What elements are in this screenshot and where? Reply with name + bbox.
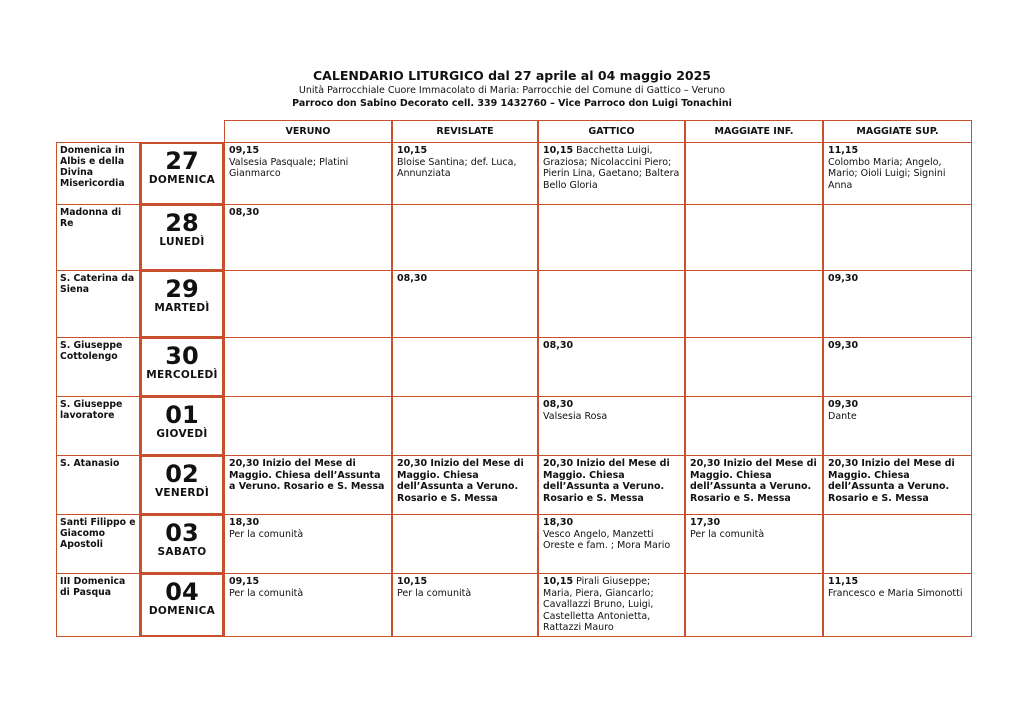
mass-time: 11,15	[828, 145, 859, 156]
mass-intentions: Bloise Santina; def. Luca, Annunziata	[397, 156, 517, 180]
column-header-gattico: GATTICO	[538, 120, 685, 143]
day-number: 28	[165, 209, 199, 237]
mass-cell	[823, 514, 972, 574]
mass-cell	[224, 455, 392, 515]
mass-cell	[392, 270, 538, 338]
weekday-name: SABATO	[157, 546, 207, 558]
mass-cell	[538, 337, 685, 397]
mass-cell	[392, 142, 538, 205]
weekday-name: VENERDÌ	[154, 487, 210, 499]
mass-cell	[685, 142, 823, 205]
weekday-name: MARTEDÌ	[154, 302, 210, 314]
column-header-revislate: REVISLATE	[392, 120, 538, 143]
mass-cell	[392, 514, 538, 574]
mass-time: 20,30 Inizio del Mese di Maggio. Chiesa dell’Assunta a Veruno. Rosario e S. Messa	[690, 458, 817, 504]
mass-cell	[224, 270, 392, 338]
mass-cell	[823, 396, 972, 456]
column-header-maggiate-inf: MAGGIATE INF.	[685, 120, 823, 143]
column-header-maggiate-sup: MAGGIATE SUP.	[823, 120, 972, 143]
mass-cell	[685, 337, 823, 397]
mass-intentions: Per la comunità	[690, 528, 765, 540]
mass-time: 08,30	[229, 207, 260, 218]
mass-cell	[823, 573, 972, 637]
mass-cell	[538, 455, 685, 515]
mass-time: 08,30	[543, 399, 574, 410]
day-box	[140, 337, 224, 397]
mass-cell	[685, 204, 823, 271]
mass-cell	[392, 337, 538, 397]
weekday-name: LUNEDÌ	[159, 236, 205, 248]
mass-cell	[685, 396, 823, 456]
saint-of-day: S. Atanasio	[56, 455, 140, 515]
mass-time: 09,30	[828, 273, 859, 284]
mass-intentions: Colombo Maria; Angelo, Mario; Oioli Luigi; Signini Anna	[828, 156, 946, 191]
mass-cell	[823, 455, 972, 515]
mass-cell	[224, 396, 392, 456]
document-header	[0, 68, 1024, 110]
parish-unit-subtitle: Unità Parrocchiale Cuore Immacolato di Maria: Parrocchie del Comune di Gattico – Veruno	[298, 85, 726, 96]
mass-cell	[685, 573, 823, 637]
day-number: 03	[165, 519, 199, 547]
mass-time: 09,15	[229, 145, 260, 156]
mass-cell	[823, 142, 972, 205]
mass-time: 10,15	[543, 145, 574, 156]
day-number: 02	[165, 460, 199, 488]
mass-time: 10,15	[543, 576, 574, 587]
day-box	[140, 514, 224, 574]
mass-time: 10,15	[397, 145, 428, 156]
mass-cell	[224, 514, 392, 574]
mass-cell	[538, 573, 685, 637]
mass-cell	[224, 142, 392, 205]
mass-time: 11,15	[828, 576, 859, 587]
mass-cell	[224, 204, 392, 271]
saint-of-day: Santi Filippo e Giacomo Apostoli	[56, 514, 140, 574]
mass-cell	[392, 455, 538, 515]
saint-of-day: Domenica in Albis e della Divina Misericordia	[56, 142, 140, 205]
mass-time: 09,30	[828, 340, 859, 351]
mass-time: 20,30 Inizio del Mese di Maggio. Chiesa dell’Assunta a Veruno. Rosario e S. Messa	[828, 458, 955, 504]
mass-cell	[224, 337, 392, 397]
mass-cell	[392, 204, 538, 271]
mass-cell	[538, 396, 685, 456]
weekday-name: MERCOLEDÌ	[146, 369, 218, 381]
liturgical-calendar-table	[56, 120, 972, 636]
mass-time: 08,30	[543, 340, 574, 351]
saint-of-day: S. Giuseppe Cottolengo	[56, 337, 140, 397]
mass-intentions: Per la comunità	[229, 528, 304, 540]
mass-time: 20,30 Inizio del Mese di Maggio. Chiesa dell’Assunta a Veruno. Rosario e S. Messa	[229, 458, 385, 493]
day-box	[140, 396, 224, 456]
mass-time: 18,30	[543, 517, 574, 528]
mass-cell	[224, 573, 392, 637]
mass-time: 09,30	[828, 399, 859, 410]
day-box	[140, 573, 224, 637]
day-box	[140, 142, 224, 205]
mass-time: 18,30	[229, 517, 260, 528]
mass-cell	[538, 142, 685, 205]
weekday-name: GIOVEDÌ	[156, 428, 208, 440]
saint-of-day: S. Caterina da Siena	[56, 270, 140, 338]
mass-cell	[685, 270, 823, 338]
mass-cell	[823, 270, 972, 338]
weekday-name: DOMENICA	[148, 174, 216, 186]
column-header-veruno: VERUNO	[224, 120, 392, 143]
mass-intentions: Bacchetta Luigi, Graziosa; Nicolaccini Piero; Pierin Lina, Gaetano; Baltera Bello Gloria	[543, 145, 680, 191]
mass-time: 08,30	[397, 273, 428, 284]
mass-intentions: Dante	[828, 410, 857, 422]
mass-cell	[685, 455, 823, 515]
mass-intentions: Per la comunità	[397, 587, 472, 599]
mass-time: 10,15	[397, 576, 428, 587]
mass-time: 20,30 Inizio del Mese di Maggio. Chiesa dell’Assunta a Veruno. Rosario e S. Messa	[397, 458, 524, 504]
mass-cell	[538, 270, 685, 338]
day-box	[140, 270, 224, 338]
day-number: 04	[165, 578, 199, 606]
mass-cell	[392, 396, 538, 456]
day-box	[140, 204, 224, 271]
day-number: 01	[165, 401, 199, 429]
mass-time: 20,30 Inizio del Mese di Maggio. Chiesa dell’Assunta a Veruno. Rosario e S. Messa	[543, 458, 670, 504]
mass-time: 09,15	[229, 576, 260, 587]
mass-intentions: Pirali Giuseppe; Maria, Piera, Giancarlo; Cavallazzi Bruno, Luigi, Castelletta Antonietta, Rattazzi Mauro	[543, 576, 654, 634]
day-box	[140, 455, 224, 515]
mass-intentions: Vesco Angelo, Manzetti Oreste e fam. ; Mora Mario	[543, 528, 671, 552]
mass-intentions: Per la comunità	[229, 587, 304, 599]
mass-intentions: Valsesia Pasquale; Platini Gianmarco	[229, 156, 349, 180]
mass-cell	[538, 204, 685, 271]
saint-of-day: III Domenica di Pasqua	[56, 573, 140, 637]
day-number: 29	[165, 275, 199, 303]
weekday-name: DOMENICA	[148, 605, 216, 617]
mass-time: 17,30	[690, 517, 721, 528]
mass-intentions: Valsesia Rosa	[543, 410, 608, 422]
clergy-contact: Parroco don Sabino Decorato cell. 339 1432760 – Vice Parroco don Luigi Tonachini	[292, 98, 732, 109]
day-number: 27	[165, 147, 199, 175]
saint-of-day: Madonna di Re	[56, 204, 140, 271]
mass-cell	[538, 514, 685, 574]
mass-cell	[685, 514, 823, 574]
calendar-title: CALENDARIO LITURGICO dal 27 aprile al 04 maggio 2025	[313, 68, 711, 83]
mass-intentions: Francesco e Maria Simonotti	[828, 587, 963, 599]
day-number: 30	[165, 342, 199, 370]
mass-cell	[823, 337, 972, 397]
mass-cell	[392, 573, 538, 637]
mass-cell	[823, 204, 972, 271]
saint-of-day: S. Giuseppe lavoratore	[56, 396, 140, 456]
